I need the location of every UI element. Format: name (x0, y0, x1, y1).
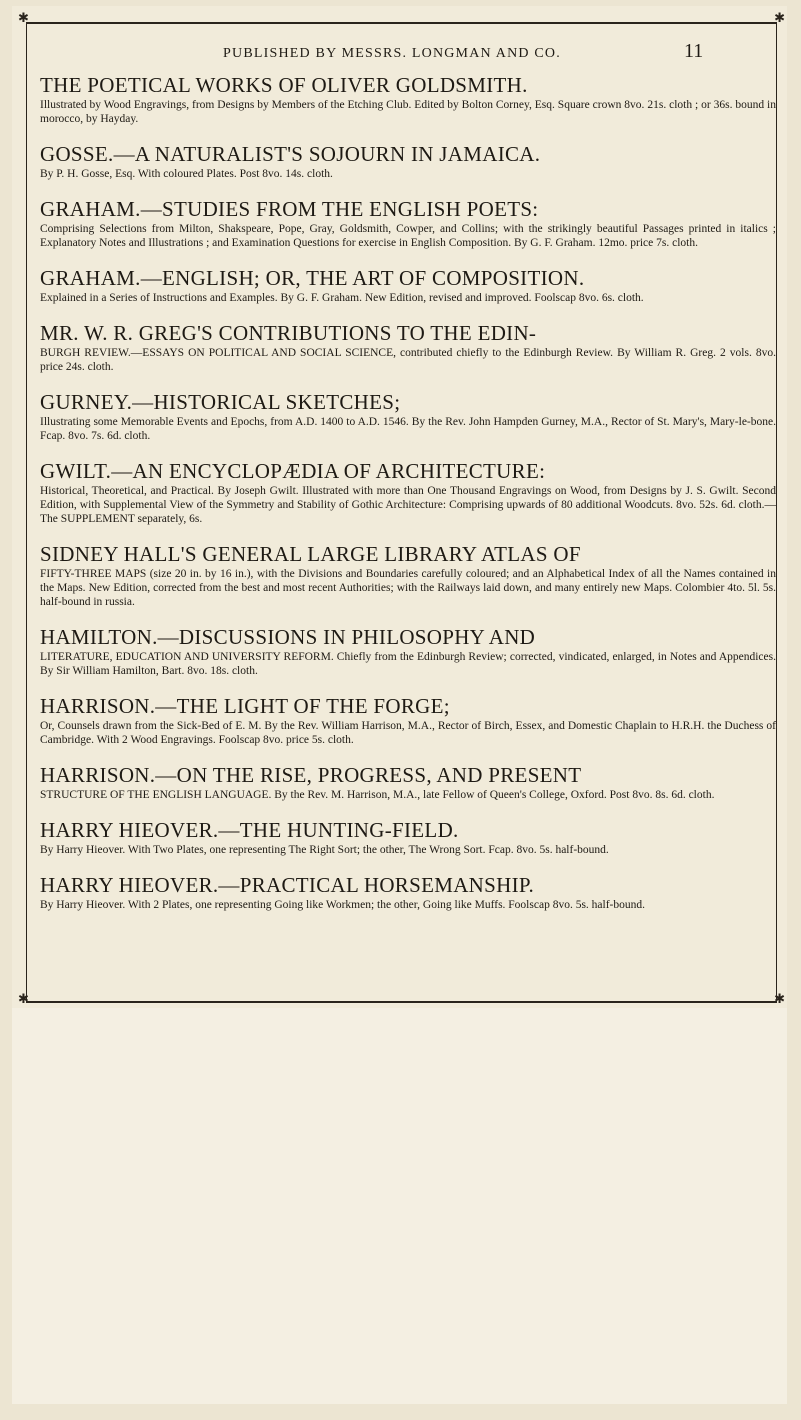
entry-title: HARRY HIEOVER.—THE HUNTING-FIELD. (40, 818, 459, 842)
entry-description: Historical, Theoretical, and Practical. By Joseph Gwilt. Illustrated with more than One Thousand Engravings on Wood, from Designs by J. S. Gwilt. Second Edition, with Supplemental View of the Symmetry and Stability of Gothic Architecture: Comprising upwards of 80 additional Woodcuts. 8vo. 52s. 6d. cloth.—The SUPPLEMENT separately, 6s. (40, 485, 776, 525)
corner-ornament-icon: ✱ (18, 991, 29, 1006)
catalogue-entry (40, 874, 776, 912)
catalogue-entry (40, 198, 776, 250)
entry-title: HARRISON.—ON THE RISE, PROGRESS, AND PRESENT (40, 763, 582, 787)
entry-title: SIDNEY HALL'S GENERAL LARGE LIBRARY ATLAS OF (40, 542, 581, 566)
catalogue-entry (40, 391, 776, 443)
entry-description: By Harry Hieover. With 2 Plates, one representing Going like Workmen; the other, Going like Muffs. Foolscap 8vo. 5s. half-bound. (40, 899, 645, 911)
entry-title: GRAHAM.—ENGLISH; OR, THE ART OF COMPOSITION. (40, 266, 585, 290)
entry-title: GRAHAM.—STUDIES FROM THE ENGLISH POETS: (40, 197, 539, 221)
entry-description: Illustrating some Memorable Events and Epochs, from A.D. 1400 to A.D. 1546. By the Rev. John Hampden Gurney, M.A., Rector of St. Mary's, Mary-le-bone. Fcap. 8vo. 7s. 6d. cloth. (40, 416, 776, 442)
corner-ornament-icon: ✱ (18, 10, 29, 25)
entry-description: By P. H. Gosse, Esq. With coloured Plates. Post 8vo. 14s. cloth. (40, 168, 333, 180)
entry-description: BURGH REVIEW.—ESSAYS ON POLITICAL AND SOCIAL SCIENCE, contributed chiefly to the Edinburgh Review. By William R. Greg. 2 vols. 8vo. price 24s. cloth. (40, 347, 776, 373)
catalogue-entry (40, 543, 776, 609)
catalogue-entry (40, 819, 776, 857)
right-border-rule (776, 22, 777, 1002)
entry-description: STRUCTURE OF THE ENGLISH LANGUAGE. By the Rev. M. Harrison, M.A., late Fellow of Queen's College, Oxford. Post 8vo. 8s. 6d. cloth. (40, 789, 715, 801)
catalogue-entries (40, 74, 776, 929)
entry-title: HARRISON.—THE LIGHT OF THE FORGE; (40, 694, 450, 718)
catalogue-entry (40, 143, 776, 181)
catalogue-entry (40, 74, 776, 126)
entry-description: FIFTY-THREE MAPS (size 20 in. by 16 in.), with the Divisions and Boundaries carefully coloured; and an Alphabetical Index of all the Names contained in the Maps. New Edition, corrected from the best and most recent Authorities; with the Railways laid down, and many entirely new Maps. Colombier 4to. 5l. 5s. half-bound in russia. (40, 568, 776, 608)
corner-ornament-icon: ✱ (774, 991, 785, 1006)
entry-description: LITERATURE, EDUCATION AND UNIVERSITY REFORM. Chiefly from the Edinburgh Review; corrected, vindicated, enlarged, in Notes and Appendices. By Sir William Hamilton, Bart. 8vo. 18s. cloth. (40, 651, 776, 677)
bottom-border-rule (26, 1001, 777, 1003)
entry-title: HARRY HIEOVER.—PRACTICAL HORSEMANSHIP. (40, 873, 535, 897)
entry-description: Illustrated by Wood Engravings, from Designs by Members of the Etching Club. Edited by Bolton Corney, Esq. Square crown 8vo. 21s. cloth ; or 36s. bound in morocco, by Hayday. (40, 99, 776, 125)
entry-title: GOSSE.—A NATURALIST'S SOJOURN IN JAMAICA. (40, 142, 541, 166)
entry-description: By Harry Hieover. With Two Plates, one representing The Right Sort; the other, The Wrong Sort. Fcap. 8vo. 5s. half-bound. (40, 844, 609, 856)
catalogue-entry (40, 322, 776, 374)
page-number: 11 (684, 40, 704, 62)
catalogue-entry (40, 267, 776, 305)
entry-title: MR. W. R. GREG'S CONTRIBUTIONS TO THE EDIN- (40, 321, 537, 345)
entry-description: Or, Counsels drawn from the Sick-Bed of E. M. By the Rev. William Harrison, M.A., Rector of Birch, Essex, and Domestic Chaplain to H.R.H. the Duchess of Cambridge. With 2 Wood Engravings. Foolscap 8vo. price 5s. cloth. (40, 720, 776, 746)
catalogue-entry (40, 695, 776, 747)
catalogue-entry (40, 626, 776, 678)
entry-title: GWILT.—AN ENCYCLOPÆDIA OF ARCHITECTURE: (40, 459, 546, 483)
entry-title: HAMILTON.—DISCUSSIONS IN PHILOSOPHY AND (40, 625, 536, 649)
top-border-rule (26, 22, 777, 24)
entry-title: GURNEY.—HISTORICAL SKETCHES; (40, 390, 401, 414)
blank-page-margin (12, 1008, 787, 1404)
catalogue-entry (40, 764, 776, 802)
catalogue-entry (40, 460, 776, 526)
entry-description: Comprising Selections from Milton, Shakspeare, Pope, Gray, Goldsmith, Cowper, and Collins; with the strikingly beautiful Passages printed in italics ; Explanatory Notes and Illustrations ; and Examination Questions for exercise in English Composition. By G. F. Graham. 12mo. price 7s. cloth. (40, 223, 776, 249)
entry-description: Explained in a Series of Instructions and Examples. By G. F. Graham. New Edition, revised and improved. Foolscap 8vo. 6s. cloth. (40, 292, 644, 304)
running-head: PUBLISHED BY MESSRS. LONGMAN AND CO. (223, 46, 561, 61)
corner-ornament-icon: ✱ (774, 10, 785, 25)
left-border-rule (26, 22, 27, 1002)
entry-title: THE POETICAL WORKS OF OLIVER GOLDSMITH. (40, 73, 528, 97)
